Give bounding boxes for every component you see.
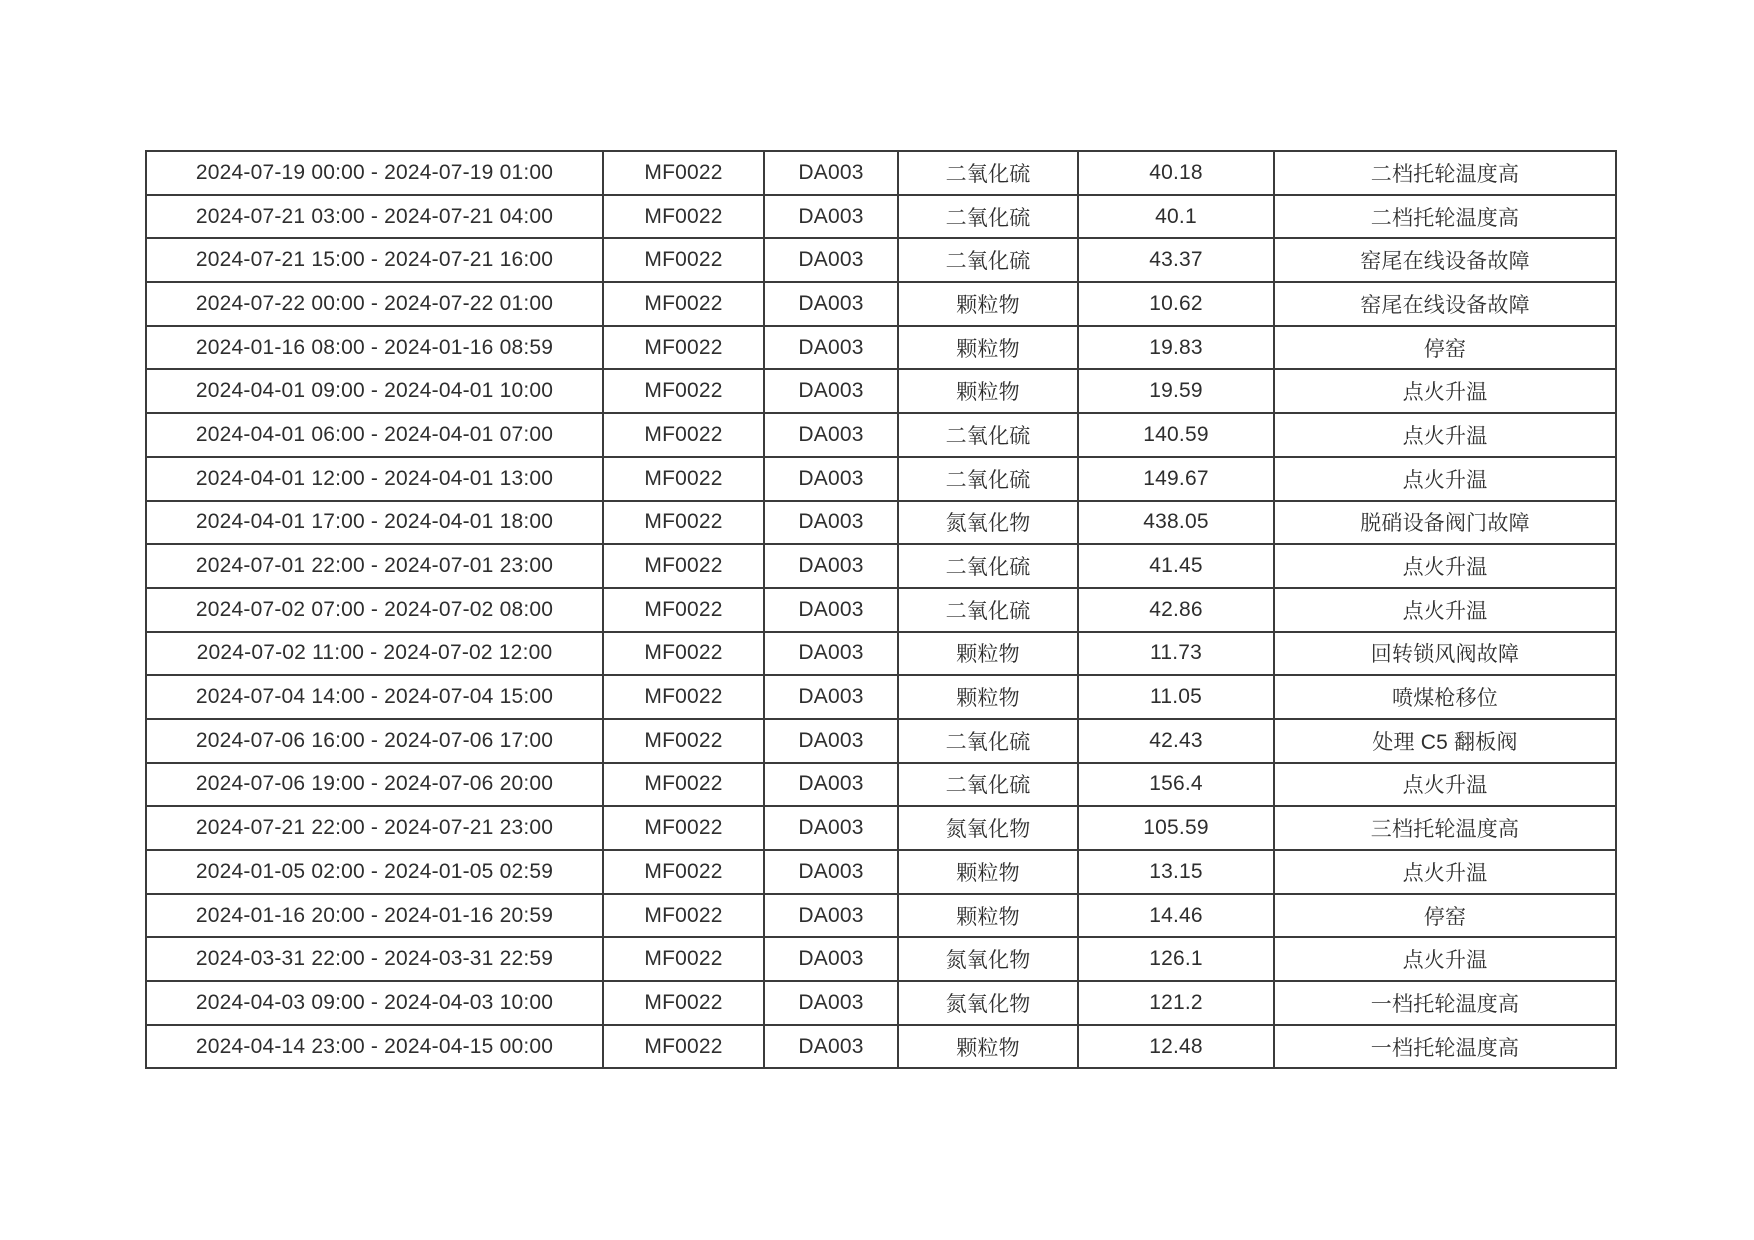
cell-reason: 二档托轮温度高 — [1274, 151, 1616, 195]
cell-outlet-code: DA003 — [764, 457, 898, 501]
cell-reason: 二档托轮温度高 — [1274, 195, 1616, 239]
cell-time-range: 2024-07-02 11:00 - 2024-07-02 12:00 — [146, 632, 603, 676]
cell-time-range: 2024-07-21 15:00 - 2024-07-21 16:00 — [146, 238, 603, 282]
table-row — [146, 369, 1616, 413]
table-row — [146, 195, 1616, 239]
cell-time-range: 2024-04-01 12:00 - 2024-04-01 13:00 — [146, 457, 603, 501]
cell-value: 40.18 — [1078, 151, 1274, 195]
cell-outlet-code: DA003 — [764, 588, 898, 632]
cell-outlet-code: DA003 — [764, 282, 898, 326]
cell-time-range: 2024-04-14 23:00 - 2024-04-15 00:00 — [146, 1025, 603, 1069]
cell-time-range: 2024-07-04 14:00 - 2024-07-04 15:00 — [146, 675, 603, 719]
cell-reason: 点火升温 — [1274, 369, 1616, 413]
table-row — [146, 632, 1616, 676]
cell-outlet-code: DA003 — [764, 894, 898, 938]
cell-outlet-code: DA003 — [764, 195, 898, 239]
cell-reason: 点火升温 — [1274, 850, 1616, 894]
cell-outlet-code: DA003 — [764, 1025, 898, 1069]
table-row — [146, 763, 1616, 807]
cell-pollutant: 二氧化硫 — [898, 588, 1078, 632]
table-row — [146, 501, 1616, 545]
cell-time-range: 2024-07-06 16:00 - 2024-07-06 17:00 — [146, 719, 603, 763]
cell-pollutant: 颗粒物 — [898, 326, 1078, 370]
cell-pollutant: 二氧化硫 — [898, 763, 1078, 807]
cell-pollutant: 二氧化硫 — [898, 719, 1078, 763]
table-row — [146, 894, 1616, 938]
cell-outlet-code: DA003 — [764, 501, 898, 545]
cell-reason: 窑尾在线设备故障 — [1274, 282, 1616, 326]
cell-value: 11.73 — [1078, 632, 1274, 676]
cell-reason: 窑尾在线设备故障 — [1274, 238, 1616, 282]
cell-outlet-code: DA003 — [764, 544, 898, 588]
cell-facility-code: MF0022 — [603, 675, 764, 719]
cell-reason: 点火升温 — [1274, 763, 1616, 807]
cell-time-range: 2024-01-16 08:00 - 2024-01-16 08:59 — [146, 326, 603, 370]
cell-outlet-code: DA003 — [764, 763, 898, 807]
cell-reason: 三档托轮温度高 — [1274, 806, 1616, 850]
cell-value: 105.59 — [1078, 806, 1274, 850]
cell-value: 126.1 — [1078, 937, 1274, 981]
table-body — [146, 151, 1616, 1068]
cell-time-range: 2024-04-01 17:00 - 2024-04-01 18:00 — [146, 501, 603, 545]
cell-pollutant: 颗粒物 — [898, 894, 1078, 938]
cell-value: 41.45 — [1078, 544, 1274, 588]
table-row — [146, 937, 1616, 981]
cell-value: 12.48 — [1078, 1025, 1274, 1069]
cell-facility-code: MF0022 — [603, 719, 764, 763]
cell-value: 14.46 — [1078, 894, 1274, 938]
cell-outlet-code: DA003 — [764, 675, 898, 719]
cell-reason: 点火升温 — [1274, 413, 1616, 457]
cell-outlet-code: DA003 — [764, 632, 898, 676]
emission-exceedance-table — [145, 150, 1617, 1069]
cell-facility-code: MF0022 — [603, 806, 764, 850]
cell-reason: 点火升温 — [1274, 544, 1616, 588]
cell-value: 11.05 — [1078, 675, 1274, 719]
cell-facility-code: MF0022 — [603, 544, 764, 588]
cell-pollutant: 氮氧化物 — [898, 806, 1078, 850]
cell-value: 40.1 — [1078, 195, 1274, 239]
cell-facility-code: MF0022 — [603, 632, 764, 676]
cell-facility-code: MF0022 — [603, 1025, 764, 1069]
cell-time-range: 2024-03-31 22:00 - 2024-03-31 22:59 — [146, 937, 603, 981]
cell-outlet-code: DA003 — [764, 151, 898, 195]
cell-pollutant: 二氧化硫 — [898, 413, 1078, 457]
cell-facility-code: MF0022 — [603, 937, 764, 981]
cell-pollutant: 氮氧化物 — [898, 937, 1078, 981]
table-row — [146, 850, 1616, 894]
cell-pollutant: 二氧化硫 — [898, 544, 1078, 588]
cell-facility-code: MF0022 — [603, 981, 764, 1025]
cell-facility-code: MF0022 — [603, 369, 764, 413]
cell-time-range: 2024-07-21 03:00 - 2024-07-21 04:00 — [146, 195, 603, 239]
table-row — [146, 326, 1616, 370]
cell-facility-code: MF0022 — [603, 588, 764, 632]
cell-pollutant: 颗粒物 — [898, 675, 1078, 719]
cell-facility-code: MF0022 — [603, 151, 764, 195]
table-row — [146, 457, 1616, 501]
cell-facility-code: MF0022 — [603, 763, 764, 807]
cell-reason: 点火升温 — [1274, 457, 1616, 501]
cell-value: 10.62 — [1078, 282, 1274, 326]
cell-value: 438.05 — [1078, 501, 1274, 545]
cell-outlet-code: DA003 — [764, 326, 898, 370]
cell-value: 19.83 — [1078, 326, 1274, 370]
cell-facility-code: MF0022 — [603, 282, 764, 326]
cell-reason: 停窑 — [1274, 326, 1616, 370]
cell-facility-code: MF0022 — [603, 850, 764, 894]
cell-pollutant: 颗粒物 — [898, 632, 1078, 676]
cell-reason: 点火升温 — [1274, 588, 1616, 632]
cell-time-range: 2024-07-22 00:00 - 2024-07-22 01:00 — [146, 282, 603, 326]
cell-value: 42.86 — [1078, 588, 1274, 632]
cell-outlet-code: DA003 — [764, 937, 898, 981]
table-row — [146, 981, 1616, 1025]
cell-value: 121.2 — [1078, 981, 1274, 1025]
table-row — [146, 719, 1616, 763]
cell-outlet-code: DA003 — [764, 719, 898, 763]
cell-pollutant: 氮氧化物 — [898, 501, 1078, 545]
table-row — [146, 413, 1616, 457]
cell-time-range: 2024-01-05 02:00 - 2024-01-05 02:59 — [146, 850, 603, 894]
cell-time-range: 2024-07-06 19:00 - 2024-07-06 20:00 — [146, 763, 603, 807]
cell-value: 140.59 — [1078, 413, 1274, 457]
table-row — [146, 806, 1616, 850]
cell-outlet-code: DA003 — [764, 413, 898, 457]
cell-pollutant: 氮氧化物 — [898, 981, 1078, 1025]
cell-pollutant: 二氧化硫 — [898, 457, 1078, 501]
cell-reason: 脱硝设备阀门故障 — [1274, 501, 1616, 545]
cell-outlet-code: DA003 — [764, 806, 898, 850]
table-row — [146, 151, 1616, 195]
cell-facility-code: MF0022 — [603, 195, 764, 239]
cell-time-range: 2024-07-02 07:00 - 2024-07-02 08:00 — [146, 588, 603, 632]
cell-time-range: 2024-07-01 22:00 - 2024-07-01 23:00 — [146, 544, 603, 588]
cell-value: 149.67 — [1078, 457, 1274, 501]
cell-facility-code: MF0022 — [603, 894, 764, 938]
cell-value: 43.37 — [1078, 238, 1274, 282]
cell-value: 156.4 — [1078, 763, 1274, 807]
cell-outlet-code: DA003 — [764, 369, 898, 413]
cell-pollutant: 二氧化硫 — [898, 195, 1078, 239]
cell-pollutant: 二氧化硫 — [898, 151, 1078, 195]
cell-facility-code: MF0022 — [603, 238, 764, 282]
cell-time-range: 2024-04-01 06:00 - 2024-04-01 07:00 — [146, 413, 603, 457]
cell-pollutant: 颗粒物 — [898, 850, 1078, 894]
cell-time-range: 2024-04-01 09:00 - 2024-04-01 10:00 — [146, 369, 603, 413]
cell-facility-code: MF0022 — [603, 413, 764, 457]
cell-reason: 喷煤枪移位 — [1274, 675, 1616, 719]
table-row — [146, 544, 1616, 588]
cell-facility-code: MF0022 — [603, 326, 764, 370]
cell-value: 19.59 — [1078, 369, 1274, 413]
table-row — [146, 238, 1616, 282]
cell-facility-code: MF0022 — [603, 501, 764, 545]
cell-value: 13.15 — [1078, 850, 1274, 894]
cell-reason: 停窑 — [1274, 894, 1616, 938]
cell-value: 42.43 — [1078, 719, 1274, 763]
cell-pollutant: 二氧化硫 — [898, 238, 1078, 282]
cell-pollutant: 颗粒物 — [898, 369, 1078, 413]
cell-outlet-code: DA003 — [764, 981, 898, 1025]
cell-outlet-code: DA003 — [764, 238, 898, 282]
cell-time-range: 2024-04-03 09:00 - 2024-04-03 10:00 — [146, 981, 603, 1025]
cell-reason: 一档托轮温度高 — [1274, 1025, 1616, 1069]
table-row — [146, 282, 1616, 326]
cell-pollutant: 颗粒物 — [898, 1025, 1078, 1069]
cell-reason: 一档托轮温度高 — [1274, 981, 1616, 1025]
cell-reason: 回转锁风阀故障 — [1274, 632, 1616, 676]
cell-time-range: 2024-07-19 00:00 - 2024-07-19 01:00 — [146, 151, 603, 195]
cell-facility-code: MF0022 — [603, 457, 764, 501]
cell-time-range: 2024-07-21 22:00 - 2024-07-21 23:00 — [146, 806, 603, 850]
table-row — [146, 1025, 1616, 1069]
cell-pollutant: 颗粒物 — [898, 282, 1078, 326]
cell-reason: 处理 C5 翻板阀 — [1274, 719, 1616, 763]
cell-outlet-code: DA003 — [764, 850, 898, 894]
cell-time-range: 2024-01-16 20:00 - 2024-01-16 20:59 — [146, 894, 603, 938]
table-row — [146, 588, 1616, 632]
table-row — [146, 675, 1616, 719]
cell-reason: 点火升温 — [1274, 937, 1616, 981]
